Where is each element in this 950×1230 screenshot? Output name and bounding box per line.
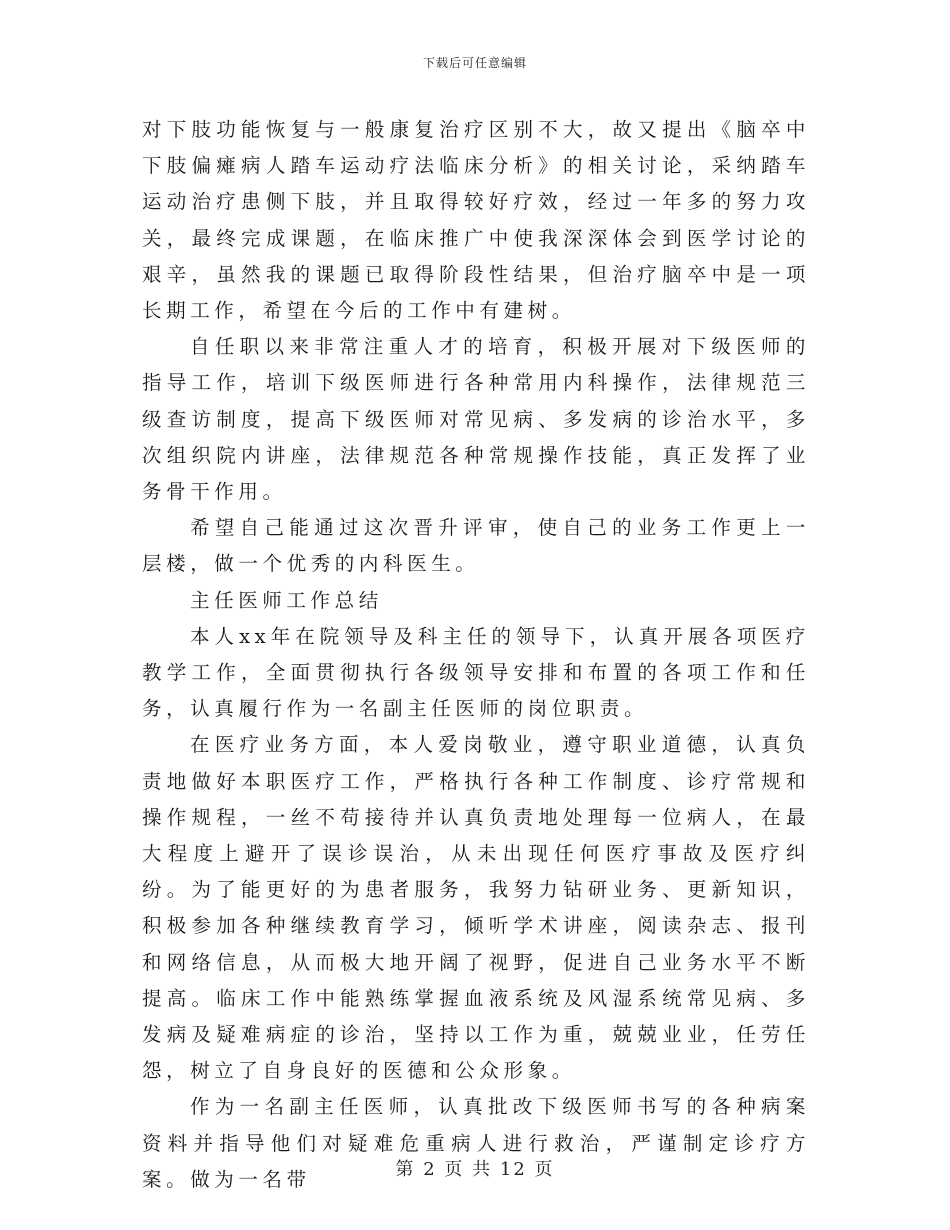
paragraph-training: 自任职以来非常注重人才的培育，积极开展对下级医师的指导工作，培训下级医师进行各种常用内科操作，法律规范三级查访制度，提高下级医师对常见病、多发病的诊治水平，多次组织院内讲座，法律规范各种常规操作技能，真正发挥了业务骨干作用。 — [142, 335, 810, 504]
footer-current-page: 2 — [423, 1159, 437, 1180]
paragraph-supervision: 作为一名副主任医师，认真批改下级医师书写的各种病案资料并指导他们对疑难危重病人进行救治，严谨制定诊疗方案。做为一名带 — [142, 1095, 810, 1191]
footer-page-label: 页 — [444, 1159, 465, 1180]
page-footer — [0, 1155, 950, 1181]
paragraph-intro: 本人xx年在院领导及科主任的领导下，认真开展各项医疗教学工作，全面贯彻执行各级领导安排和布置的各项工作和任务，认真履行作为一名副主任医师的岗位职责。 — [142, 624, 810, 721]
page-header: 下载后可任意编辑 — [422, 56, 527, 70]
paragraph-hope: 希望自己能通过这次晋升评审，使自己的业务工作更上一层楼，做一个优秀的内科医生。 — [142, 516, 810, 576]
footer-total-pages: 12 — [499, 1159, 527, 1180]
paragraph-continuation: 对下肢功能恢复与一般康复治疗区别不大，故又提出《脑卒中下肢偏瘫病人踏车运动疗法临床分析》的相关讨论，采纳踏车运动治疗患侧下肢，并且取得较好疗效，经过一年多的努力攻关，最终完成课题，在临床推广中使我深深体会到医学讨论的艰辛，虽然我的课题已取得阶段性结果，但治疗脑卒中是一项长期工作，希望在今后的工作中有建树。 — [142, 118, 810, 323]
paragraph-medical-work: 在医疗业务方面，本人爱岗敬业，遵守职业道德，认真负责地做好本职医疗工作，严格执行各种工作制度、诊疗常规和操作规程，一丝不苟接待并认真负责地处理每一位病人，在最大程度上避开了误诊误治，从未出现任何医疗事故及医疗纠纷。为了能更好的为患者服务，我努力钻研业务、更新知识，积极参加各种继续教育学习，倾听学术讲座，阅读杂志、报刊和网络信息，从而极大地开阔了视野，促进自己业务水平不断提高。临床工作中能熟练掌握血液系统及风湿系统常见病、多发病及疑难病症的诊治，坚持以工作为重，兢兢业业，任劳任怨，树立了自身良好的医德和公众形象。 — [142, 733, 810, 1083]
footer-prefix: 第 — [395, 1159, 416, 1180]
footer-total-prefix: 共 — [472, 1159, 493, 1180]
footer-total-suffix: 页 — [534, 1159, 555, 1180]
section-title: 主任医师工作总结 — [190, 588, 383, 612]
document-body — [142, 112, 810, 1198]
